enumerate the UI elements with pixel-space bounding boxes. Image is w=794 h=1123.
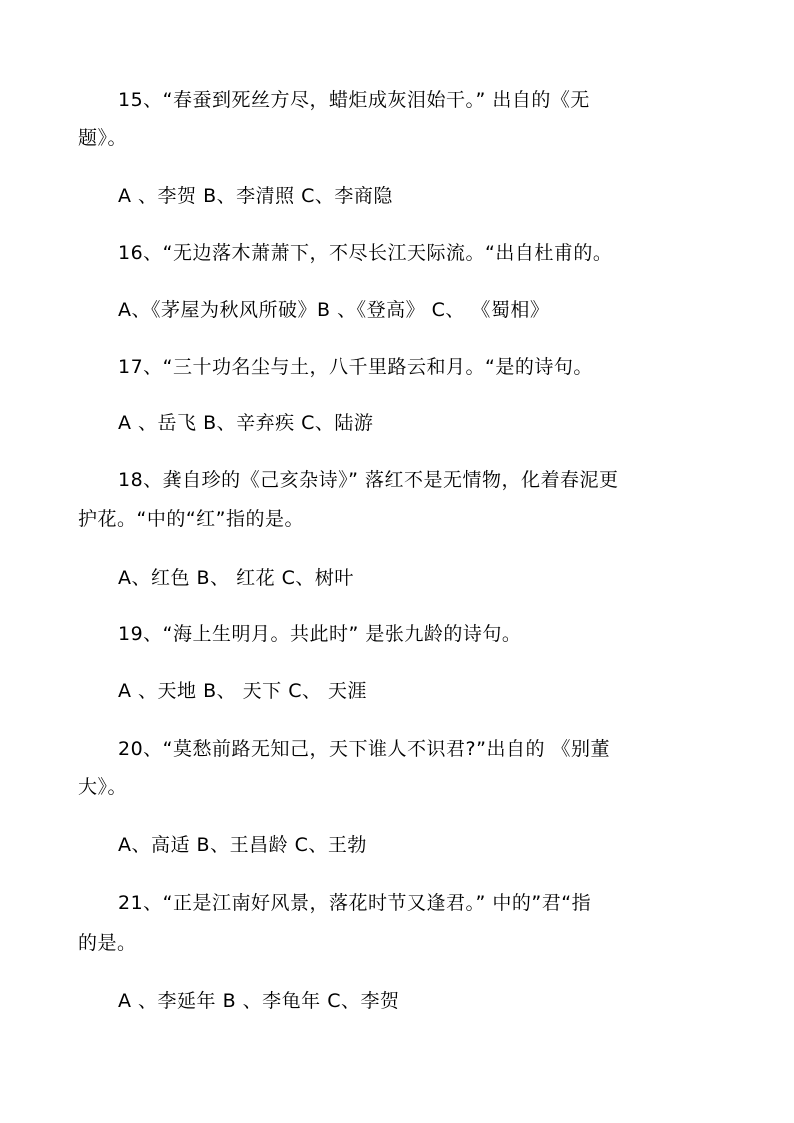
question-15-options: A 、李贺 B、李清照 C、李商隐 (118, 185, 393, 207)
question-21-line-2: 的是。 (78, 932, 137, 954)
question-20-line-2: 大》。 (78, 776, 128, 798)
question-15-line-2: 题》。 (78, 127, 128, 149)
question-21-options: A 、李延年 B 、李龟年 C、李贺 (118, 990, 400, 1012)
question-19-line-1: 19、“海上生明月。共此时” 是张九龄的诗句。 (118, 623, 522, 645)
question-16-line-1: 16、“无边落木萧萧下，不尽长江天际流。“出自杜甫的。 (118, 242, 613, 264)
question-17-options: A 、岳飞 B、辛弃疾 C、陆游 (118, 412, 374, 434)
question-18-line-1: 18、龚自珍的《己亥杂诗》” 落红不是无情物，化着春泥更 (118, 469, 619, 491)
question-18-line-2: 护花。“中的“红”指的是。 (78, 508, 305, 530)
question-21-line-1: 21、“正是江南好风景，落花时节又逢君。” 中的”君“指 (118, 892, 592, 914)
question-17-line-1: 17、“三十功名尘与土，八千里路云和月。“是的诗句。 (118, 356, 593, 378)
question-20-line-1: 20、“莫愁前路无知己，天下谁人不识君?”出自的 《别董 (118, 738, 610, 760)
question-15-line-1: 15、“春蚕到死丝方尽，蜡炬成灰泪始干。” 出自的《无 (118, 89, 590, 111)
question-19-options: A 、天地 B、 天下 C、 天涯 (118, 680, 367, 702)
question-18-options: A、红色 B、 红花 C、树叶 (118, 567, 354, 589)
question-16-options: A、《茅屋为秋风所破》B 、《登高》 C、 《蜀相》 (118, 299, 550, 321)
question-20-options: A、高适 B、王昌龄 C、王勃 (118, 834, 367, 856)
